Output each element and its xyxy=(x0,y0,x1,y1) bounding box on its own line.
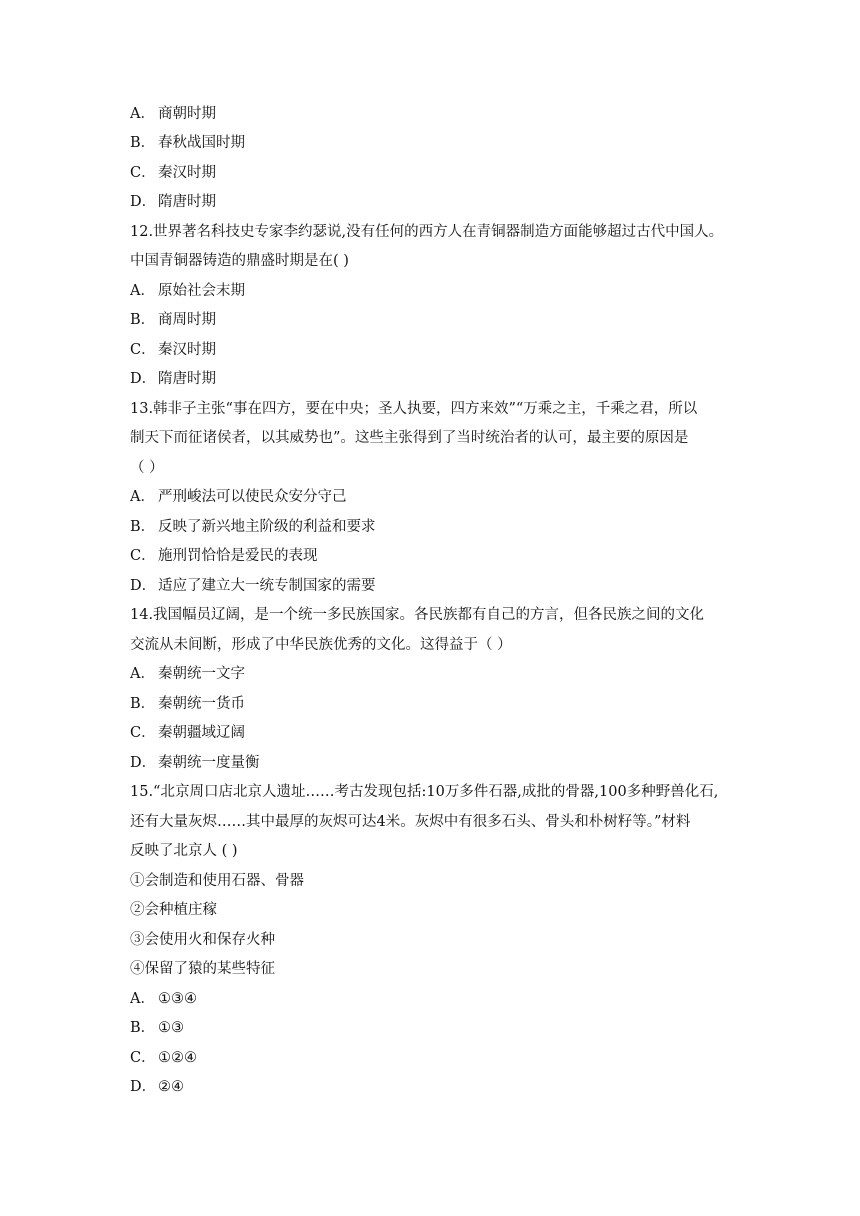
q14-option-a: A． 秦朝统一文字 xyxy=(130,666,245,682)
q13-option-a: A． 严刑峻法可以使民众安分守己 xyxy=(130,489,347,505)
q12-option-c: C． 秦汉时期 xyxy=(130,342,216,358)
q14-option-c: C． 秦朝疆域辽阔 xyxy=(130,725,245,741)
q15-stem-line-3: 反映了北京人 ( ) xyxy=(130,843,238,859)
q15-statement-3: ③会使用火和保存火种 xyxy=(130,932,275,948)
q14-option-b: B． 秦朝统一货币 xyxy=(130,696,245,712)
q14-stem-line-2: 交流从未间断，形成了中华民族优秀的文化。这得益于（ ） xyxy=(130,637,512,653)
q13-stem-line-1: 13.韩非子主张“事在四方，要在中央；圣人执要，四方来效”“万乘之主，千乘之君，所以 xyxy=(130,401,698,417)
q15-option-c: C． ①②④ xyxy=(130,1050,197,1066)
q11-option-b: B． 春秋战国时期 xyxy=(130,135,245,151)
q12-option-b: B． 商周时期 xyxy=(130,312,216,328)
q13-stem-line-3: （ ） xyxy=(130,460,164,476)
q13-option-d: D． 适应了建立大一统专制国家的需要 xyxy=(130,578,376,594)
q13-stem-line-2: 制天下而征诸侯者，以其威势也”。这些主张得到了当时统治者的认可，最主要的原因是 xyxy=(130,430,689,446)
q13-option-c: C． 施刑罚恰恰是爱民的表现 xyxy=(130,548,318,564)
q12-option-d: D． 隋唐时期 xyxy=(130,371,216,387)
q13-option-b: B． 反映了新兴地主阶级的利益和要求 xyxy=(130,519,376,535)
q14-option-d: D． 秦朝统一度量衡 xyxy=(130,755,260,771)
q15-statement-1: ①会制造和使用石器、骨器 xyxy=(130,873,304,889)
q12-stem-line-2: 中国青铜器铸造的鼎盛时期是在( ) xyxy=(130,253,349,269)
q12-stem-line-1: 12.世界著名科技史专家李约瑟说,没有任何的西方人在青铜器制造方面能够超过古代中国人。 xyxy=(130,224,724,240)
q11-option-c: C． 秦汉时期 xyxy=(130,165,216,181)
q14-stem-line-1: 14.我国幅员辽阔，是一个统一多民族国家。各民族都有自己的方言，但各民族之间的文化 xyxy=(130,607,705,623)
q15-statement-2: ②会种植庄稼 xyxy=(130,902,217,918)
q15-option-b: B． ①③ xyxy=(130,1020,184,1036)
q11-option-a: A． 商朝时期 xyxy=(130,106,216,122)
q15-stem-line-1: 15.“北京周口店北京人遗址……考古发现包括:10万多件石器,成批的骨器,100多种野兽化石, xyxy=(130,784,719,800)
q15-stem-line-2: 还有大量灰烬……其中最厚的灰烬可达4米。灰烬中有很多石头、骨头和朴树籽等。”材料 xyxy=(130,814,691,830)
q15-statement-4: ④保留了猿的某些特征 xyxy=(130,961,275,977)
q11-option-d: D． 隋唐时期 xyxy=(130,194,216,210)
q15-option-a: A． ①③④ xyxy=(130,991,197,1007)
q12-option-a: A． 原始社会末期 xyxy=(130,283,245,299)
q15-option-d: D． ②④ xyxy=(130,1079,184,1095)
